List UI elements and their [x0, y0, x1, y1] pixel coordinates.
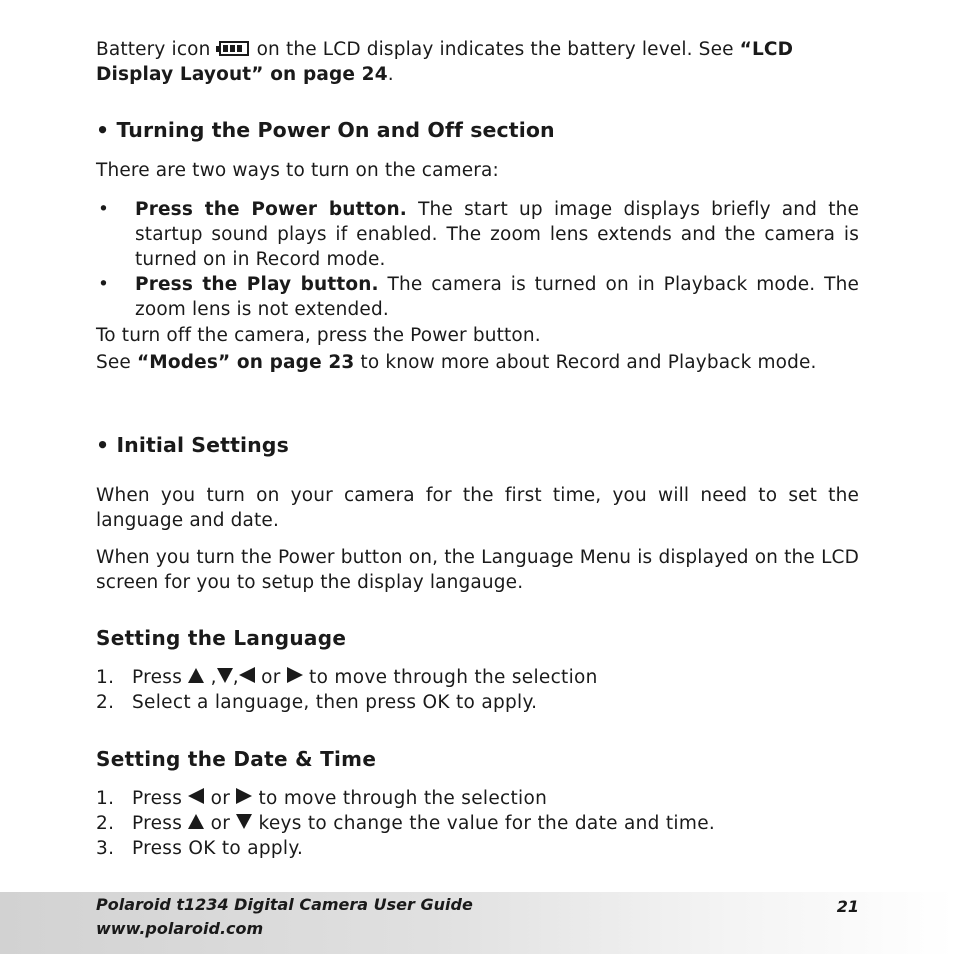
or-word: or [204, 788, 237, 809]
list-item [96, 690, 859, 715]
power-section-heading: • Turning the Power On and Off section [96, 118, 555, 142]
bullet-body: The camera is turned on in Playback mode. The zoom lens is not extended. [135, 274, 859, 320]
page-number: 21 [836, 897, 859, 916]
arrow-up-icon [188, 814, 204, 829]
step-number: 2. [96, 692, 115, 713]
initial-settings-heading: • Initial Settings [96, 433, 289, 457]
bullet-text [135, 197, 859, 272]
battery-text-after: on the LCD display indicates the battery level. See [250, 39, 740, 60]
battery-paragraph [96, 37, 859, 87]
step-text [132, 786, 859, 811]
initial-para-2: When you turn the Power button on, the Language Menu is displayed on the LCD screen for you to setup the display langauge. [96, 547, 859, 593]
list-item [96, 665, 859, 690]
see-suffix: to know more about Record and Playback mode. [354, 352, 817, 373]
guide-title: Polaroid t1234 Digital Camera User Guide [96, 895, 473, 914]
lcd-layout-reference-2: Display Layout” on page 24 [96, 64, 388, 85]
step-number: 3. [96, 838, 115, 859]
datetime-heading: Setting the Date & Time [96, 747, 377, 771]
arrow-right-icon [236, 788, 252, 804]
step-number: 2. [96, 813, 115, 834]
arrow-down-icon [236, 814, 252, 829]
step-text: Press OK to apply. [132, 838, 304, 859]
list-item [96, 272, 859, 322]
battery-text-end: . [387, 64, 394, 85]
battery-text-before: Battery icon [96, 39, 211, 60]
bullet-marker: • [98, 274, 110, 295]
press-word: Press [132, 667, 183, 688]
website-link[interactable]: www.polaroid.com [96, 919, 264, 938]
bullet-bold: Press the Power button. [135, 199, 407, 220]
lcd-layout-reference-1: “LCD [739, 39, 794, 60]
bullet-bold: Press the Play button. [135, 274, 379, 295]
step-text [132, 811, 859, 836]
arrow-left-icon [239, 667, 255, 683]
press-word: Press [132, 788, 183, 809]
step-number: 1. [96, 667, 115, 688]
arrow-up-icon [188, 668, 204, 683]
separator: , [232, 667, 239, 688]
list-item [96, 836, 859, 861]
bullet-text [135, 272, 859, 322]
modes-reference: “Modes” on page 23 [137, 352, 355, 373]
step-rest: to move through the selection [302, 667, 598, 688]
step-rest: to move through the selection [252, 788, 548, 809]
modes-reference-paragraph [96, 349, 859, 376]
list-item [96, 786, 859, 811]
arrow-right-icon [287, 667, 303, 683]
arrow-left-icon [188, 788, 204, 804]
arrow-down-icon [217, 668, 233, 683]
or-word: or [204, 813, 237, 834]
datetime-steps [96, 786, 859, 861]
language-heading: Setting the Language [96, 626, 347, 650]
press-word: Press [132, 813, 183, 834]
page-footer [0, 892, 954, 954]
step-number: 1. [96, 788, 115, 809]
power-intro: There are two ways to turn on the camera: [96, 160, 499, 181]
initial-para-1: When you turn on your camera for the first time, you will need to set the language and date. [96, 485, 859, 531]
bullet-body: The start up image displays briefly and the startup sound plays if enabled. The zoom lens extends and the camera is turned on in Record mode. [135, 199, 860, 270]
turn-off-text: To turn off the camera, press the Power button. [96, 325, 541, 346]
list-item [96, 197, 859, 272]
see-prefix: See [96, 352, 137, 373]
separator: , [204, 667, 217, 688]
bullet-marker: • [98, 199, 110, 220]
list-item [96, 811, 859, 836]
language-steps [96, 665, 859, 715]
or-word: or [254, 667, 287, 688]
step-rest: keys to change the value for the date and time. [252, 813, 716, 834]
battery-full-icon [219, 41, 249, 56]
power-bullet-list [96, 197, 859, 322]
step-text [132, 665, 859, 690]
step-text: Select a language, then press OK to apply. [132, 692, 538, 713]
